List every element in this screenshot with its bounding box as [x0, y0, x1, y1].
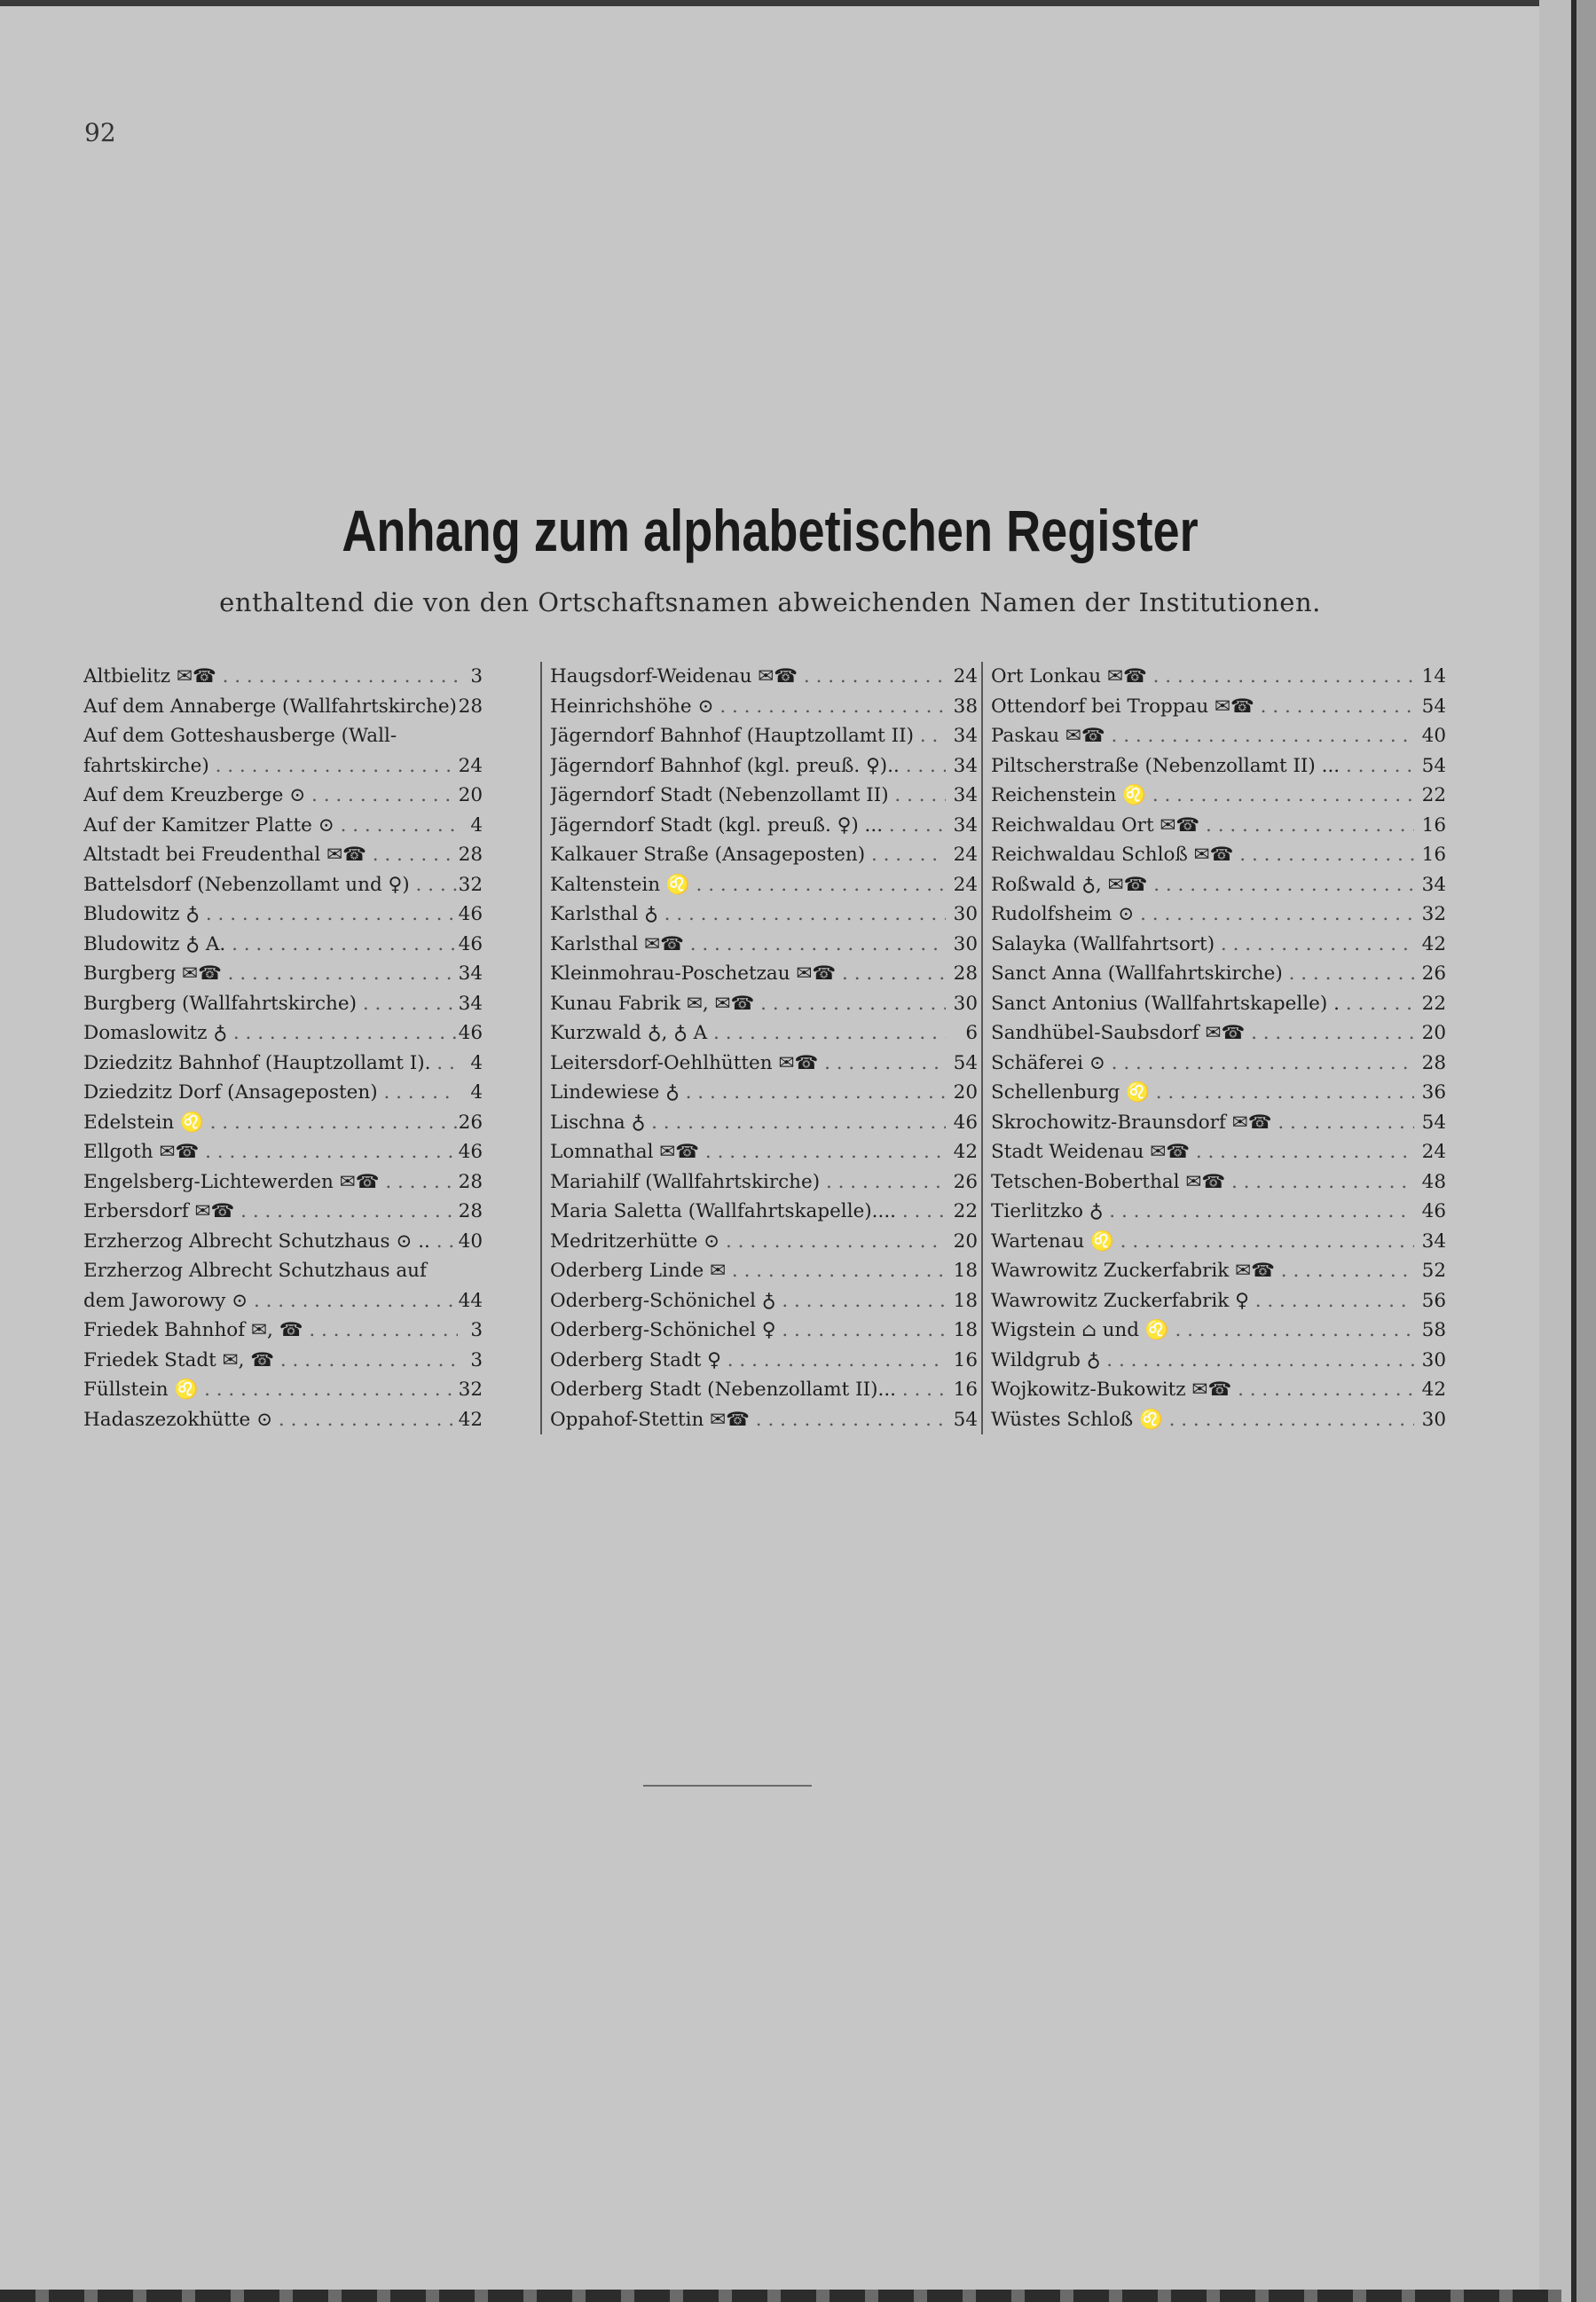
register-column-3: [981, 662, 1450, 1434]
entry-name: Lischna ♁ . . .: [550, 1108, 946, 1138]
entry-page-number: 3: [470, 665, 483, 687]
entry-name: Ottendorf bei Troppau ✉☎ . . .: [991, 692, 1414, 722]
entry-page-number: 30: [1421, 1348, 1446, 1371]
entry-page-number: 30: [953, 932, 978, 955]
register-entry: [550, 811, 981, 841]
entry-name: Ort Lonkau ✉☎ . . .: [991, 662, 1414, 692]
closing-rule: [643, 1785, 812, 1787]
entry-page-number: 4: [470, 813, 483, 837]
register-entry: [550, 721, 981, 751]
register-entry: [83, 1078, 493, 1108]
entry-name: Medritzerhütte ⊙ . . .: [550, 1227, 946, 1257]
register-entry: [83, 1108, 493, 1138]
entry-page-number: 20: [953, 1230, 978, 1253]
entry-page-number: 32: [458, 873, 483, 896]
register-entry: [991, 1078, 1450, 1108]
entry-name: Oderberg-Schönichel ♁ . . .: [550, 1286, 946, 1316]
entry-page-number: 22: [953, 1200, 978, 1222]
entry-name: Wigstein ⌂ und ♌ . . .: [991, 1316, 1414, 1346]
register-entry: [991, 900, 1450, 930]
entry-name: Sanct Anna (Wallfahrtskirche) . . .: [991, 959, 1414, 989]
entry-page-number: 36: [1421, 1081, 1446, 1104]
register-column-1: [83, 662, 493, 1434]
entry-name: Schellenburg ♌ . . .: [991, 1078, 1414, 1108]
register-entry: [991, 1137, 1450, 1167]
register-entry: [991, 692, 1450, 722]
register-entry: [991, 1375, 1450, 1405]
entry-name: Wawrowitz Zuckerfabrik ♀ . . .: [991, 1286, 1414, 1316]
register-entry: [550, 662, 981, 692]
entry-name: Leitersdorf-Oehlhütten ✉☎ . . .: [550, 1049, 946, 1079]
entry-page-number: 22: [1421, 784, 1446, 806]
entry-page-number: 54: [1421, 754, 1446, 777]
entry-page-number: 24: [953, 844, 978, 866]
register-entry: [991, 1167, 1450, 1198]
entry-name: Oderberg Stadt (Nebenzollamt II)... . . .: [550, 1375, 946, 1405]
entry-name: Piltscherstraße (Nebenzollamt II) ... . . .: [991, 751, 1414, 782]
register-entry: [83, 1167, 493, 1198]
entry-name: Stadt Weidenau ✉☎ . . .: [991, 1137, 1414, 1167]
entry-name: Wojkowitz-Bukowitz ✉☎ . . .: [991, 1375, 1414, 1405]
entry-name: Friedek Stadt ✉, ☎ . . .: [83, 1346, 458, 1376]
entry-name: Erzherzog Albrecht Schutzhaus ⊙ .. . . .: [83, 1227, 458, 1257]
register-entry: [550, 870, 981, 900]
entry-name: Ellgoth ✉☎ . . .: [83, 1137, 458, 1167]
entry-name: Karlsthal ♁ . . .: [550, 900, 946, 930]
entry-page-number: 20: [953, 1081, 978, 1104]
register-entry: [83, 1227, 493, 1257]
register-entry: [550, 1167, 981, 1198]
entry-name: Haugsdorf-Weidenau ✉☎ . . .: [550, 662, 946, 692]
entry-page-number: 28: [458, 1170, 483, 1193]
page-subtitle: enthaltend die von den Ortschaftsnamen abweichenden Namen der Institutionen.: [219, 587, 1321, 617]
scan-edge-bottom: [0, 2290, 1561, 2302]
entry-name: Bludowitz ♁ . . .: [83, 900, 458, 930]
register-entry: [550, 840, 981, 870]
entry-page-number: 18: [953, 1319, 978, 1341]
entry-name: Heinrichshöhe ⊙ . . .: [550, 692, 946, 722]
entry-page-number: 52: [1421, 1260, 1446, 1282]
entry-page-number: 38: [953, 695, 978, 718]
entry-page-number: 20: [1421, 1022, 1446, 1044]
entry-name: Edelstein ♌ . . .: [83, 1108, 458, 1138]
register-entry: [991, 1286, 1450, 1316]
entry-name: Kalkauer Straße (Ansageposten) . . .: [550, 840, 946, 870]
register-entry: [991, 781, 1450, 811]
entry-name: Lindewiese ♁ . . .: [550, 1078, 946, 1108]
entry-name: Sandhübel-Saubsdorf ✉☎ . . .: [991, 1018, 1414, 1049]
entry-page-number: 4: [470, 1081, 483, 1104]
entry-page-number: 6: [965, 1022, 978, 1044]
register-entry: [83, 840, 493, 870]
entry-page-number: 58: [1421, 1319, 1446, 1341]
entry-page-number: 56: [1421, 1289, 1446, 1312]
entry-page-number: 34: [1421, 873, 1446, 896]
entry-page-number: 46: [458, 932, 483, 955]
register-entry: [550, 1405, 981, 1435]
entry-page-number: 34: [458, 992, 483, 1015]
entry-name: Tierlitzko ♁ . . .: [991, 1197, 1414, 1227]
register-entry: [991, 1256, 1450, 1286]
register-entry: [83, 781, 493, 811]
register-entry: [991, 1018, 1450, 1049]
entry-page-number: 46: [458, 1141, 483, 1163]
register-entry: [83, 1346, 493, 1376]
register-entry: [83, 959, 493, 989]
entry-name: Wüstes Schloß ♌ . . .: [991, 1405, 1414, 1435]
entry-page-number: 46: [953, 1111, 978, 1134]
register-entry: [550, 1316, 981, 1346]
register-entry: [550, 751, 981, 782]
entry-name: Dziedzitz Bahnhof (Hauptzollamt I). . . .: [83, 1049, 458, 1079]
entry-name: Altstadt bei Freudenthal ✉☎ . . .: [83, 840, 458, 870]
register-entry: [83, 1197, 493, 1227]
entry-page-number: 30: [1421, 1408, 1446, 1431]
entry-name: Burgberg ✉☎ . . .: [83, 959, 458, 989]
entry-name: Sanct Antonius (Wallfahrtskapelle) . . . .: [991, 989, 1414, 1019]
entry-page-number: 24: [953, 665, 978, 687]
register-entry: [991, 959, 1450, 989]
entry-page-number: 24: [953, 873, 978, 896]
page-number: 92: [84, 118, 116, 147]
entry-page-number: 30: [953, 992, 978, 1015]
entry-name: Reichwaldau Schloß ✉☎ . . .: [991, 840, 1414, 870]
entry-name: Friedek Bahnhof ✉, ☎ . . .: [83, 1316, 458, 1346]
register-entry: [991, 1197, 1450, 1227]
register-entry: [550, 1018, 981, 1049]
entry-name: Engelsberg-Lichtewerden ✉☎ . . .: [83, 1167, 458, 1198]
entry-name: Jägerndorf Stadt (kgl. preuß. ♀) ... . . .: [550, 811, 946, 841]
entry-name: Füllstein ♌ . . .: [83, 1375, 458, 1405]
entry-name: Wildgrub ♁ . . .: [991, 1346, 1414, 1376]
entry-name: Bludowitz ♁ A. . . .: [83, 930, 458, 960]
entry-name: Salayka (Wallfahrtsort) . . .: [991, 930, 1414, 960]
entry-page-number: 34: [953, 754, 978, 777]
register-entry: [83, 721, 493, 751]
entry-page-number: 30: [953, 903, 978, 925]
entry-name: Maria Saletta (Wallfahrtskapelle).... . . .: [550, 1197, 946, 1227]
register-entry: [991, 1405, 1450, 1435]
entry-name: Erzherzog Albrecht Schutzhaus auf: [83, 1260, 427, 1282]
entry-name: Paskau ✉☎ . . .: [991, 721, 1414, 751]
register-entry: [991, 811, 1450, 841]
entry-name: Oderberg Linde ✉ . . .: [550, 1256, 946, 1286]
entry-name: Jägerndorf Bahnhof (Hauptzollamt II) . . .: [550, 721, 946, 751]
register-entry: [83, 1405, 493, 1435]
entry-name: Lomnathal ✉☎ . . .: [550, 1137, 946, 1167]
register-columns: [83, 662, 1450, 1431]
entry-page-number: 18: [953, 1289, 978, 1312]
entry-page-number: 28: [1421, 1051, 1446, 1074]
entry-name: Karlsthal ✉☎ . . .: [550, 930, 946, 960]
entry-name: Domaslowitz ♁ . . .: [83, 1018, 458, 1049]
entry-name: Hadaszezokhütte ⊙ . . .: [83, 1405, 458, 1435]
register-entry: [83, 1286, 493, 1316]
register-entry: [550, 1197, 981, 1227]
register-entry: [991, 989, 1450, 1019]
register-entry: [550, 781, 981, 811]
register-entry: [83, 811, 493, 841]
scan-edge-top: [0, 0, 1596, 6]
register-entry: [83, 662, 493, 692]
register-entry: [83, 1316, 493, 1346]
entry-name: Kunau Fabrik ✉, ✉☎ . . .: [550, 989, 946, 1019]
entry-page-number: 28: [953, 962, 978, 985]
entry-page-number: 54: [1421, 695, 1446, 718]
register-entry: [991, 662, 1450, 692]
register-entry: [83, 1137, 493, 1167]
entry-page-number: 16: [1421, 813, 1446, 837]
entry-page-number: 54: [953, 1051, 978, 1074]
scan-edge-right: [1539, 0, 1596, 2302]
entry-page-number: 34: [458, 962, 483, 985]
register-entry: [550, 1375, 981, 1405]
register-entry: [83, 930, 493, 960]
entry-page-number: 34: [953, 813, 978, 837]
entry-name: Oppahof-Stettin ✉☎ . . .: [550, 1405, 946, 1435]
entry-page-number: 26: [1421, 962, 1446, 985]
register-column-2: [540, 662, 981, 1434]
entry-page-number: 44: [458, 1289, 483, 1312]
register-entry: [991, 840, 1450, 870]
entry-page-number: 40: [458, 1230, 483, 1253]
register-entry: [83, 1049, 493, 1079]
register-entry: [991, 721, 1450, 751]
register-entry: [550, 989, 981, 1019]
register-entry: [550, 1049, 981, 1079]
register-entry: [550, 1286, 981, 1316]
entry-page-number: 28: [458, 844, 483, 866]
entry-page-number: 16: [953, 1348, 978, 1371]
register-entry: [83, 1375, 493, 1405]
register-entry: [550, 1346, 981, 1376]
entry-name: Rudolfsheim ⊙ . . .: [991, 900, 1414, 930]
register-entry: [991, 1316, 1450, 1346]
register-entry: [550, 1137, 981, 1167]
entry-name: Oderberg-Schönichel ♀ . . .: [550, 1316, 946, 1346]
entry-page-number: 42: [1421, 932, 1446, 955]
entry-page-number: 34: [1421, 1230, 1446, 1253]
entry-page-number: 28: [458, 1200, 483, 1222]
register-entry: [83, 870, 493, 900]
register-entry: [83, 900, 493, 930]
entry-page-number: 42: [458, 1408, 483, 1431]
entry-page-number: 34: [953, 784, 978, 806]
entry-name: Kurzwald ♁, ♁ A . . .: [550, 1018, 946, 1049]
register-entry: [550, 1256, 981, 1286]
register-entry: [550, 1227, 981, 1257]
entry-name: Skrochowitz-Braunsdorf ✉☎ . . .: [991, 1108, 1414, 1138]
register-entry: [83, 989, 493, 1019]
register-entry: [83, 692, 493, 722]
entry-name: Erbersdorf ✉☎ . . .: [83, 1197, 458, 1227]
entry-name: Auf dem Gotteshausberge (Wall-: [83, 725, 397, 747]
entry-page-number: 26: [458, 1111, 483, 1134]
register-entry: [991, 1346, 1450, 1376]
entry-page-number: 14: [1421, 665, 1446, 687]
entry-page-number: 18: [953, 1260, 978, 1282]
entry-page-number: 54: [953, 1408, 978, 1431]
entry-page-number: 54: [1421, 1111, 1446, 1134]
entry-page-number: 26: [953, 1170, 978, 1193]
register-entry: [550, 959, 981, 989]
register-entry: [991, 1049, 1450, 1079]
entry-name: Auf dem Annaberge (Wallfahrtskirche) . . .: [83, 692, 458, 722]
entry-page-number: 24: [458, 754, 483, 777]
entry-page-number: 46: [1421, 1200, 1446, 1222]
register-entry: [550, 900, 981, 930]
register-entry: [83, 1018, 493, 1049]
register-entry: [991, 930, 1450, 960]
entry-page-number: 16: [953, 1379, 978, 1401]
register-entry: [991, 1227, 1450, 1257]
entry-name: Auf dem Kreuzberge ⊙ . . .: [83, 781, 458, 811]
entry-page-number: 32: [1421, 903, 1446, 925]
register-entry: [991, 751, 1450, 782]
entry-name: Roßwald ♁, ✉☎ . . .: [991, 870, 1414, 900]
entry-page-number: 42: [1421, 1379, 1446, 1401]
register-entry: [83, 1256, 493, 1286]
entry-name: Battelsdorf (Nebenzollamt und ♀) . . .: [83, 870, 458, 900]
entry-name: Dziedzitz Dorf (Ansageposten) . . .: [83, 1078, 458, 1108]
page-title: Anhang zum alphabetischen Register: [342, 498, 1199, 563]
entry-page-number: 32: [458, 1379, 483, 1401]
entry-page-number: 3: [470, 1348, 483, 1371]
entry-page-number: 42: [953, 1141, 978, 1163]
register-entry: [550, 692, 981, 722]
entry-page-number: 34: [953, 725, 978, 747]
entry-name: fahrtskirche) . . .: [83, 751, 458, 782]
register-entry: [991, 870, 1450, 900]
entry-name: Reichenstein ♌ . . .: [991, 781, 1414, 811]
entry-page-number: 20: [458, 784, 483, 806]
register-entry: [550, 930, 981, 960]
entry-name: Altbielitz ✉☎ . . .: [83, 662, 458, 692]
entry-name: dem Jaworowy ⊙ . . .: [83, 1286, 458, 1316]
entry-page-number: 4: [470, 1051, 483, 1074]
entry-page-number: 46: [458, 1022, 483, 1044]
register-entry: [83, 751, 493, 782]
entry-page-number: 22: [1421, 992, 1446, 1015]
entry-name: Jägerndorf Stadt (Nebenzollamt II) . . .: [550, 781, 946, 811]
entry-name: Auf der Kamitzer Platte ⊙ . . .: [83, 811, 458, 841]
entry-name: Kaltenstein ♌ . . .: [550, 870, 946, 900]
register-entry: [991, 1108, 1450, 1138]
entry-name: Schäferei ⊙ . . .: [991, 1049, 1414, 1079]
register-entry: [550, 1108, 981, 1138]
entry-name: Kleinmohrau-Poschetzau ✉☎ . . .: [550, 959, 946, 989]
entry-name: Wartenau ♌ . . .: [991, 1227, 1414, 1257]
entry-name: Tetschen-Boberthal ✉☎ . . .: [991, 1167, 1414, 1198]
entry-name: Oderberg Stadt ♀ . . .: [550, 1346, 946, 1376]
entry-page-number: 48: [1421, 1170, 1446, 1193]
register-entry: [550, 1078, 981, 1108]
entry-name: Jägerndorf Bahnhof (kgl. preuß. ♀).. . . .: [550, 751, 946, 782]
entry-name: Reichwaldau Ort ✉☎ . . .: [991, 811, 1414, 841]
entry-name: Burgberg (Wallfahrtskirche) . . .: [83, 989, 458, 1019]
entry-name: Wawrowitz Zuckerfabrik ✉☎ . . .: [991, 1256, 1414, 1286]
entry-page-number: 46: [458, 903, 483, 925]
entry-page-number: 28: [458, 695, 483, 718]
entry-page-number: 24: [1421, 1141, 1446, 1163]
entry-page-number: 16: [1421, 844, 1446, 866]
entry-page-number: 3: [470, 1319, 483, 1341]
entry-name: Mariahilf (Wallfahrtskirche) . . .: [550, 1167, 946, 1198]
entry-page-number: 40: [1421, 725, 1446, 747]
